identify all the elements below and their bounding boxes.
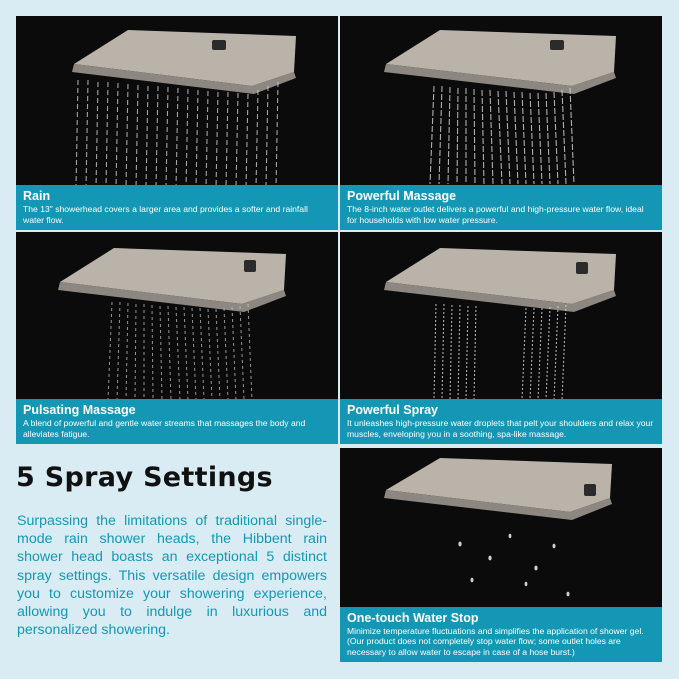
spray-card-water-stop [340, 448, 662, 662]
caption-powerful-massage [340, 185, 662, 230]
spray-card-rain [16, 16, 338, 230]
caption-pulsating-massage [16, 399, 338, 444]
caption-rain [16, 185, 338, 230]
caption-body: It unleashes high-pressure water droplets that pelt your shoulders and relax your muscles, enveloping you in a soothing, spa-like massage. [347, 418, 654, 439]
caption-title: Powerful Massage [347, 189, 457, 203]
caption-body: Minimize temperature fluctuations and simplifies the application of shower gel. (Our product does not completely stop water flow; some outlet holes are necessary to allow water to escape in case of a hose burst.) [347, 625, 644, 657]
caption-water-stop [340, 607, 662, 663]
caption-title: Pulsating Massage [23, 403, 136, 417]
caption-body: A blend of powerful and gentle water streams that massages the body and alleviates fatigue. [23, 418, 306, 439]
spray-card-powerful-spray [340, 232, 662, 444]
section-headline: 5 Spray Settings [16, 462, 273, 493]
section-description: Surpassing the limitations of traditional single-mode rain shower heads, the Hibbent rain shower head boasts an exceptional 5 distinct spray settings. This versatile design empowers you to customize your showering experience, allowing you to indulge in luxurious and personalized showering. [17, 513, 327, 639]
caption-body: The 13" showerhead covers a larger area and provides a softer and rainfall water flow. [23, 204, 308, 225]
caption-title: Rain [23, 189, 51, 203]
caption-body: The 8-inch water outlet delivers a powerful and high-pressure water flow, ideal for households with low water pressure. [347, 204, 644, 225]
caption-powerful-spray [340, 399, 662, 444]
caption-title: One-touch Water Stop [347, 610, 479, 625]
spray-card-powerful-massage [340, 16, 662, 230]
caption-title: Powerful Spray [347, 403, 438, 417]
spray-card-pulsating-massage [16, 232, 338, 444]
